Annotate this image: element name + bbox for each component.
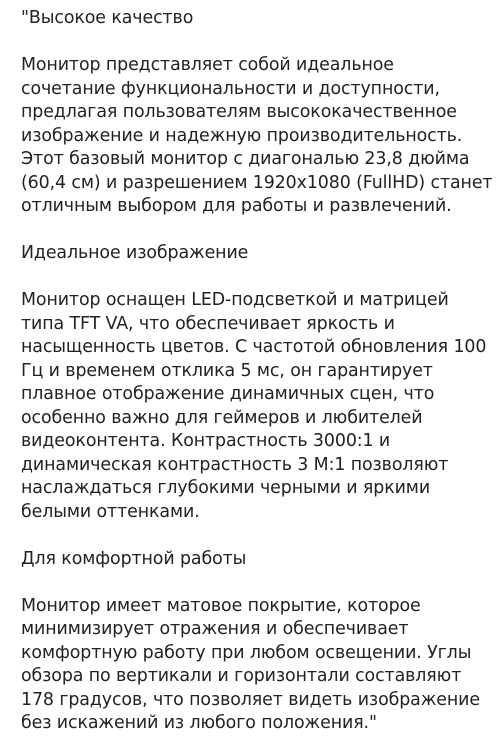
paragraph-gap	[21, 266, 493, 290]
paragraph-display-features: Монитор оснащен LED-подсветкой и матрицей типа TFT VA, что обеспечивает яркость и насыщенность цветов. С частотой обновления 100 Гц и временем отклика 5 мс, он гарантирует плавное отображение динамичных сцен, что особенно важно для геймеров и любителей видеоконтента. Контрастность 3000:1 и динамическая контрастность 3 M:1 позволяют наслаждаться глубокими черными и яркими белыми оттенками.	[21, 290, 487, 522]
paragraph-matte-coating: Монитор имеет матовое покрытие, которое минимизирует отражения и обеспечивает комфортную работу при любом освещении. Углы обзора по вертикали и горизонтали составляют 178 градусов, что позволяет видеть изображение без искажений из любого положения."	[21, 595, 480, 733]
heading-high-quality: "Высокое качество	[21, 8, 194, 28]
heading-ideal-image: Идеальное изображение	[21, 243, 249, 263]
paragraph-gap	[21, 219, 493, 243]
heading-comfortable-work: Для комфортной работы	[21, 548, 247, 569]
paragraph-intro: Монитор представляет собой идеальное сочетание функциональности и доступности, предлагая пользователям высококачественное изображение и надежную производительность. Этот базовый монитор с диагональю 23,8 дюйма (60,4 см) и разрешением 1920x1080 (FullHD) станет отличным выбором для работы и развлечений.	[21, 55, 493, 216]
paragraph-gap	[21, 524, 493, 548]
paragraph-gap	[21, 31, 493, 55]
paragraph-gap	[21, 571, 493, 595]
